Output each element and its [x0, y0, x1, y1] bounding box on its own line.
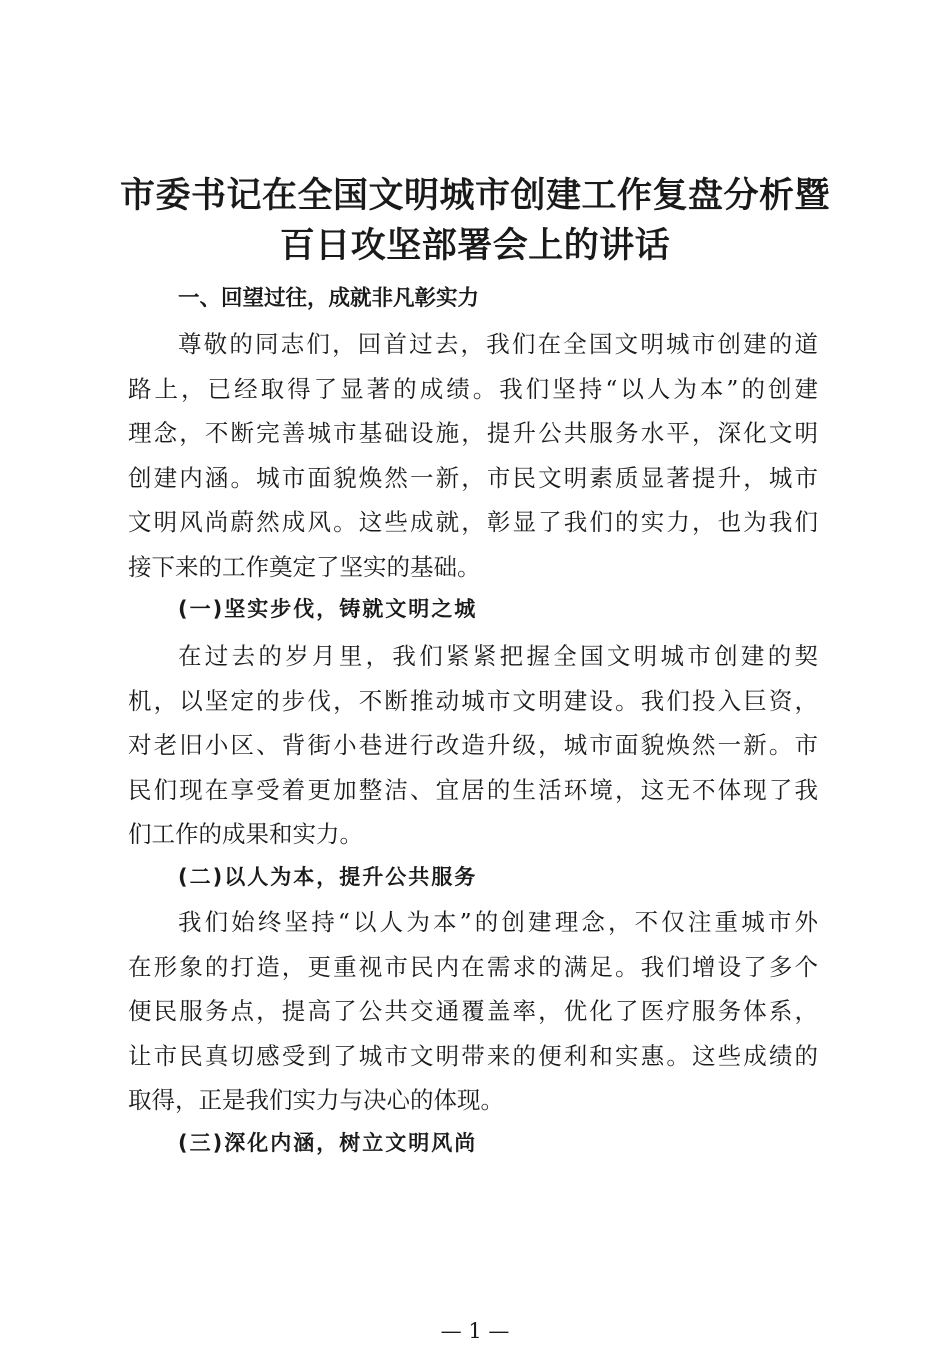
subheading-2: (二)以人为本，提升公共服务 [178, 865, 478, 889]
paragraph-line: 机，以坚定的步伐，不断推动城市文明建设。我们投入巨资， [128, 686, 818, 715]
paragraph-line: 我们始终坚持“以人为本”的创建理念，不仅注重城市外 [178, 908, 818, 936]
paragraph-line: 路上，已经取得了显著的成绩。我们坚持“以人为本”的创建 [128, 374, 818, 403]
paragraph-line: 取得，正是我们实力与决心的体现。 [128, 1086, 504, 1114]
paragraph-2 [128, 634, 818, 857]
paragraph-line: 民们现在享受着更加整洁、宜居的生活环境，这无不体现了我 [128, 775, 818, 804]
section-heading: 一、回望过往，成就非凡彰实力 [178, 286, 480, 311]
paragraph-1 [128, 322, 818, 589]
paragraph-line: 在形象的打造，更重视市民内在需求的满足。我们增设了多个 [128, 952, 818, 981]
document-title-line-2: 百日攻坚部署会上的讲话 [279, 225, 671, 266]
paragraph-line: 理念，不断完善城市基础设施，提升公共服务水平，深化文明 [128, 419, 818, 447]
page-number: — 1 — [440, 1319, 510, 1343]
paragraph-line: 接下来的工作奠定了坚实的基础。 [128, 552, 481, 581]
paragraph-line: 在过去的岁月里，我们紧紧把握全国文明城市创建的契 [178, 642, 818, 670]
subheading-3: (三)深化内涵，树立文明风尚 [178, 1131, 478, 1155]
paragraph-line: 们工作的成果和实力。 [128, 820, 363, 848]
document-title-line-1: 市委书记在全国文明城市创建工作复盘分析暨 [119, 175, 830, 216]
paragraph-3 [128, 900, 818, 1123]
subheading-1: (一)坚实步伐，铸就文明之城 [178, 597, 478, 621]
paragraph-line: 文明风尚蔚然成风。这些成就，彰显了我们的实力，也为我们 [128, 508, 818, 536]
paragraph-line: 让市民真切感受到了城市文明带来的便利和实惠。这些成绩的 [128, 1041, 818, 1070]
paragraph-line: 便民服务点，提高了公共交通覆盖率，优化了医疗服务体系， [128, 997, 818, 1025]
paragraph-line: 创建内涵。城市面貌焕然一新，市民文明素质显著提升，城市 [128, 463, 818, 492]
paragraph-line: 尊敬的同志们，回首过去，我们在全国文明城市创建的道 [178, 330, 818, 358]
paragraph-line: 对老旧小区、背街小巷进行改造升级，城市面貌焕然一新。市 [128, 731, 818, 759]
